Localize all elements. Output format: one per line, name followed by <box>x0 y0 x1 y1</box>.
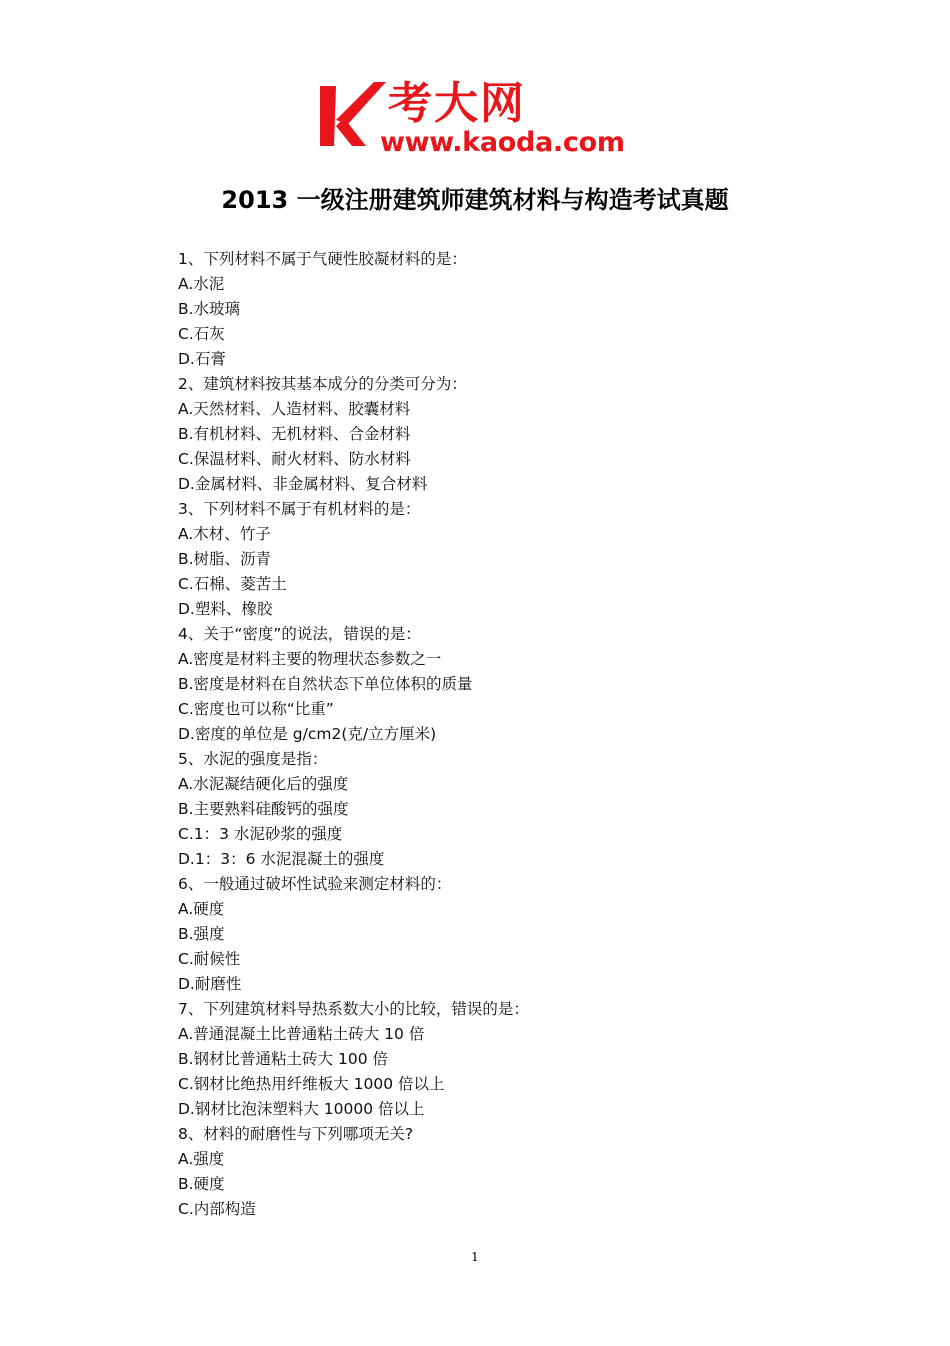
question-text: 4、关于“密度”的说法，错误的是： <box>178 625 421 643</box>
question-text: 7、下列建筑材料导热系数大小的比较，错误的是： <box>178 1000 529 1018</box>
option-text: B.密度是材料在自然状态下单位体积的质量 <box>178 675 473 693</box>
logo-url: www.kaoda.com <box>380 127 625 158</box>
question-text: 1、下列材料不属于气硬性胶凝材料的是： <box>178 250 467 268</box>
option-text: B.有机材料、无机材料、合金材料 <box>178 425 411 443</box>
question-text: 3、下列材料不属于有机材料的是： <box>178 500 421 518</box>
option-text: D.密度的单位是 g/cm2(克/立方厘米) <box>178 725 437 743</box>
option-text: D.耐磨性 <box>178 975 242 993</box>
question-list <box>178 247 798 1222</box>
option-text: A.水泥凝结硬化后的强度 <box>178 775 349 793</box>
option-text: B.树脂、沥青 <box>178 550 272 568</box>
logo-title: 考大网 <box>388 78 526 129</box>
option-text: A.普通混凝土比普通粘土砖大 10 倍 <box>178 1025 425 1043</box>
option-text: B.强度 <box>178 925 225 943</box>
option-text: D.石膏 <box>178 350 226 368</box>
option-text: C.石棉、菱苦土 <box>178 575 287 593</box>
option-text: A.密度是材料主要的物理状态参数之一 <box>178 650 442 668</box>
option-text: D.1：3：6 水泥混凝土的强度 <box>178 850 385 868</box>
option-text: D.塑料、橡胶 <box>178 600 273 618</box>
question-text: 2、建筑材料按其基本成分的分类可分为： <box>178 375 467 393</box>
page-number: 1 <box>471 1250 479 1264</box>
option-text: C.密度也可以称“比重” <box>178 700 334 718</box>
option-text: C.内部构造 <box>178 1200 256 1218</box>
option-text: B.主要熟料硅酸钙的强度 <box>178 800 349 818</box>
option-text: C.1：3 水泥砂浆的强度 <box>178 825 343 843</box>
option-text: C.保温材料、耐火材料、防水材料 <box>178 450 411 468</box>
question-text: 6、一般通过破坏性试验来测定材料的： <box>178 875 452 893</box>
kaoda-logo[interactable] <box>318 80 640 160</box>
logo-k-icon <box>318 80 388 152</box>
option-text: D.金属材料、非金属材料、复合材料 <box>178 475 428 493</box>
option-text: C.耐候性 <box>178 950 241 968</box>
question-text: 5、水泥的强度是指： <box>178 750 328 768</box>
option-text: A.天然材料、人造材料、胶囊材料 <box>178 400 411 418</box>
option-text: C.石灰 <box>178 325 225 343</box>
page-title: 2013 一级注册建筑师建筑材料与构造考试真题 <box>221 186 729 214</box>
option-text: A.硬度 <box>178 900 225 918</box>
option-text: B.水玻璃 <box>178 300 241 318</box>
option-text: C.钢材比绝热用纤维板大 1000 倍以上 <box>178 1075 445 1093</box>
option-text: B.钢材比普通粘土砖大 100 倍 <box>178 1050 389 1068</box>
option-text: B.硬度 <box>178 1175 225 1193</box>
option-text: D.钢材比泡沫塑料大 10000 倍以上 <box>178 1100 425 1118</box>
option-text: A.木材、竹子 <box>178 525 271 543</box>
option-text: A.水泥 <box>178 275 225 293</box>
question-text: 8、材料的耐磨性与下列哪项无关? <box>178 1125 414 1143</box>
option-text: A.强度 <box>178 1150 225 1168</box>
